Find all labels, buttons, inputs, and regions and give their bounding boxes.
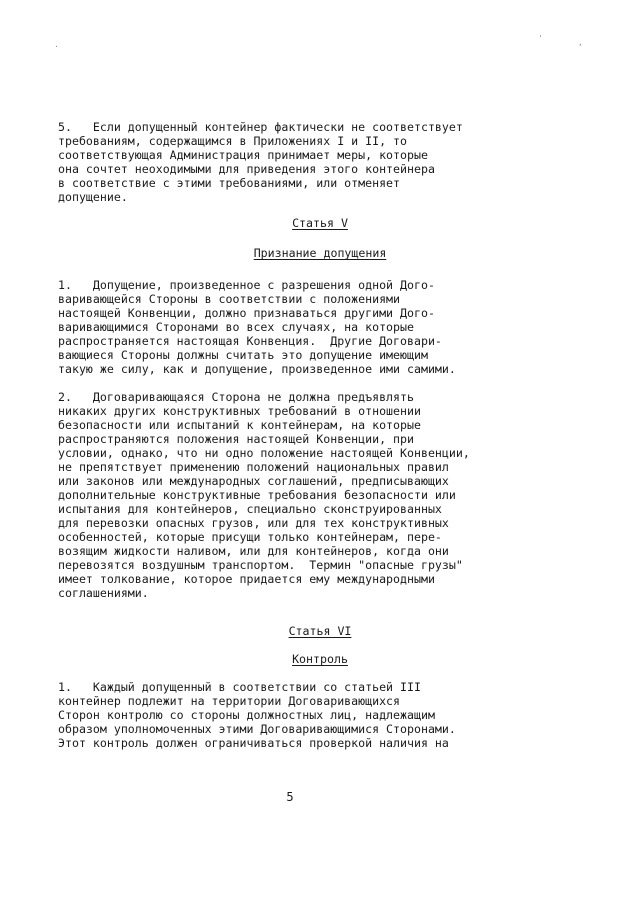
text-line: настоящей Конвенции, должно признаваться другими Дого-	[58, 306, 435, 320]
article-5-title: Статья V	[292, 216, 348, 230]
text-line: контейнер подлежит на территории Договаривающихся	[58, 694, 401, 708]
text-line: 1. Каждый допущенный в соответствии со статьей III	[58, 680, 421, 694]
text-line: для перевозки опасных грузов, или для тех конструктивных	[58, 516, 449, 530]
page-number: 5	[286, 790, 294, 804]
article-6-title: Статья VI	[288, 624, 352, 638]
article-5-subtitle: Признание допущения	[253, 246, 387, 260]
text-line: 1. Допущение, произведенное с разрешения одной Дого-	[58, 278, 435, 292]
text-line: или законов или международных соглашений, предписывающих	[58, 474, 449, 488]
text-line: условии, однако, что ни одно положение настоящей Конвенции,	[58, 446, 470, 460]
text-line: варивающейся Стороны в соответствии с положениями	[58, 292, 401, 306]
text-line: образом уполномоченных этими Договаривающимися Сторонами.	[58, 722, 456, 736]
text-line: варивающимися Сторонами во всех случаях, на которые	[58, 320, 414, 334]
text-line: соглашениями.	[58, 586, 149, 600]
text-line: 2. Договаривающаяся Сторона не должна предъявлять	[58, 390, 414, 404]
text-line: перевозятся воздушным транспортом. Термин "опасные грузы"	[58, 558, 463, 572]
scan-speck: '	[538, 34, 543, 43]
text-line: дополнительные конструктивные требования безопасности или	[58, 488, 456, 502]
text-line: не препятствует применению положений национальных правил	[58, 460, 449, 474]
text-line: испытания для контейнеров, специально сконструированных	[58, 502, 442, 516]
text-line: 5. Если допущенный контейнер фактически не соответствует	[58, 120, 463, 134]
text-line: в соответствие с этими требованиями, или отменяет	[58, 176, 401, 190]
scan-speck: ,	[578, 38, 583, 47]
text-line: особенностей, которые присущи только контейнерам, пере-	[58, 530, 442, 544]
text-line: Сторон контролю со стороны должностных лиц, надлежащим	[58, 708, 435, 722]
text-line: распространяются положения настоящей Конвенции, при	[58, 432, 414, 446]
text-line: такую же силу, как и допущение, произведенное ими самими.	[58, 362, 456, 376]
text-line: безопасности или испытаний к контейнерам, на которые	[58, 418, 421, 432]
text-line: вающиеся Стороны должны считать это допущение имеющим	[58, 348, 428, 362]
text-line: распространяется настоящая Конвенция. Другие Договари-	[58, 334, 442, 348]
text-line: она сочтет неоходимыми для приведения этого контейнера	[58, 162, 435, 176]
text-line: требованиям, содержащимся в Приложениях I и II, то	[58, 134, 408, 148]
text-line: Этот контроль должен ограничиваться проверкой наличия на	[58, 736, 449, 750]
text-line: возящим жидкости наливом, или для контейнеров, когда они	[58, 544, 449, 558]
text-line: имеет толкование, которое придается ему международными	[58, 572, 435, 586]
text-line: никаких других конструктивных требований в отношении	[58, 404, 421, 418]
scan-speck: ·	[54, 42, 59, 51]
article-6-subtitle: Контроль	[292, 652, 348, 666]
text-line: допущение.	[58, 190, 128, 204]
text-line: соответствующая Администрация принимает меры, которые	[58, 148, 428, 162]
